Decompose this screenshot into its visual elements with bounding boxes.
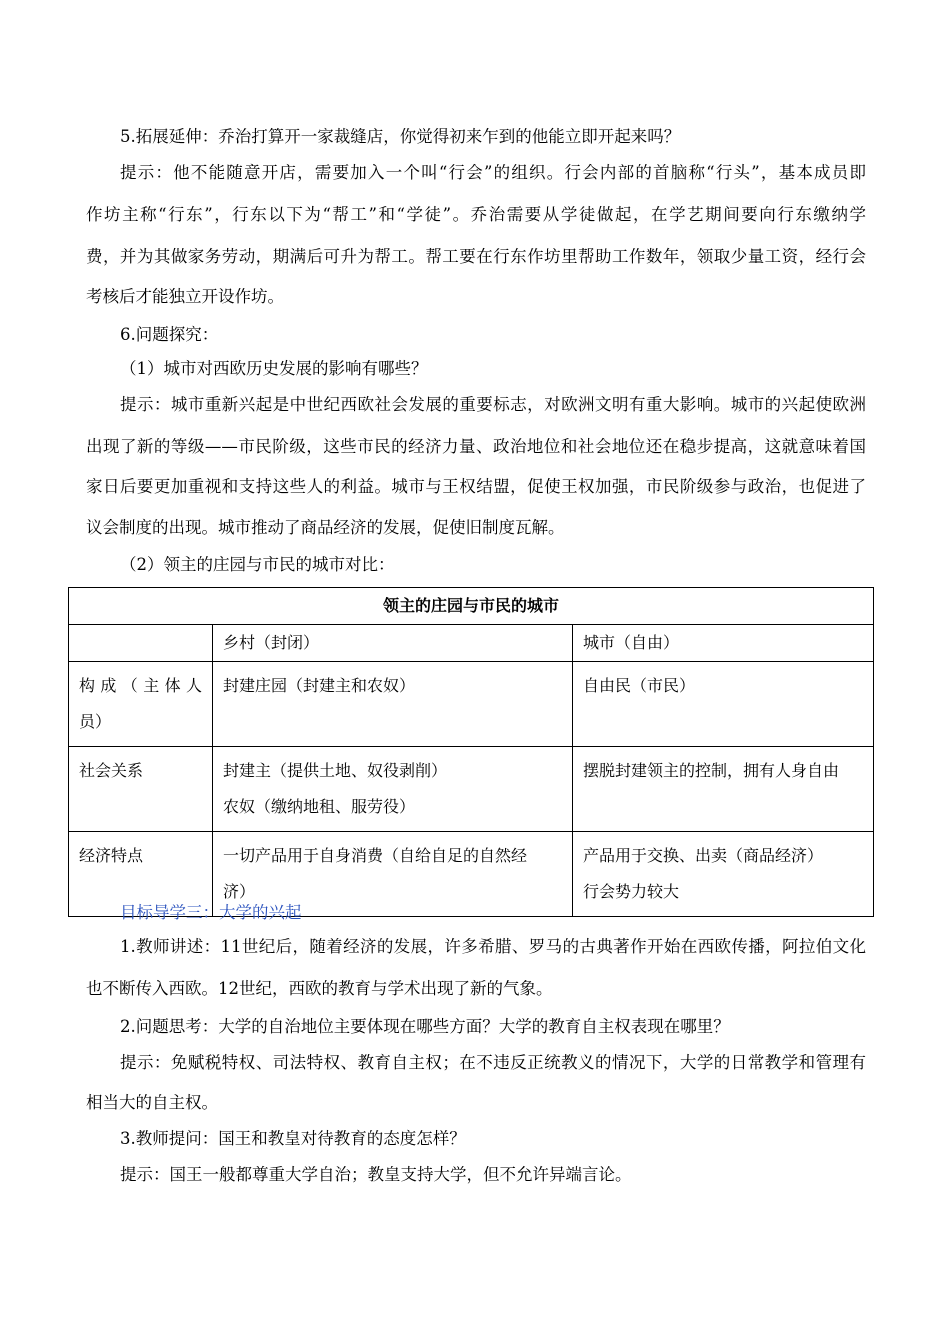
paragraph-lecture-line2: 也不断传入西欧。12世纪，西欧的教育与学术出现了新的气象。 <box>86 979 553 998</box>
paragraph-problem-inquiry: 6.问题探究： <box>120 325 219 344</box>
table-title: 领主的庄园与市民的城市 <box>69 588 874 625</box>
cell-text: 农奴（缴纳地租、服劳役） <box>223 797 416 816</box>
table-cell-village <box>213 747 573 832</box>
paragraph-lecture-line1: 1.教师讲述：11世纪后，随着经济的发展，许多希腊、罗马的古典著作开始在西欧传播，阿拉伯文化 <box>120 937 866 956</box>
cell-text: 经济特点 <box>79 846 144 865</box>
table-header-village: 乡村（封闭） <box>213 625 573 662</box>
paragraph-hint-guild-line4: 考核后才能独立开设作坊。 <box>86 287 284 306</box>
comparison-table <box>68 587 874 917</box>
paragraph-hint-city-line3: 家日后要更加重视和支持这些人的利益。城市与王权结盟，促使王权加强，市民阶级参与政治，也促进了 <box>86 477 866 496</box>
paragraph-hint-city-line4: 议会制度的出现。城市推动了商品经济的发展，促使旧制度瓦解。 <box>86 518 565 537</box>
cell-text: 摆脱封建领主的控制，拥有人身自由 <box>583 761 840 780</box>
table-cell-village <box>213 662 573 747</box>
table-cell-label <box>69 662 213 747</box>
paragraph-hint-autonomy-line1: 提示：免赋税特权、司法特权、教育自主权；在不违反正统教义的情况下，大学的日常教学和管理有 <box>120 1053 866 1072</box>
table-title-row <box>69 588 874 625</box>
cell-text: 构 成 （ 主 体 人 <box>79 676 202 695</box>
paragraph-teacher-question: 3.教师提问：国王和教皇对待教育的态度怎样？ <box>120 1129 466 1148</box>
cell-text: 自由民（市民） <box>583 676 696 695</box>
paragraph-hint-attitude: 提示：国王一般都尊重大学自治；教皇支持大学，但不允许异端言论。 <box>120 1165 632 1184</box>
paragraph-question-2: （2）领主的庄园与市民的城市对比： <box>120 555 395 574</box>
paragraph-hint-city-line2: 出现了新的等级——市民阶级，这些市民的经济力量、政治地位和社会地位还在稳步提高，这就意味着国 <box>86 437 866 456</box>
table-cell-label <box>69 747 213 832</box>
table-row <box>69 662 874 747</box>
cell-text: 封建主（提供土地、奴役剥削） <box>223 761 448 780</box>
cell-text: 封建庄园（封建主和农奴） <box>223 676 416 695</box>
paragraph-question-1: （1）城市对西欧历史发展的影响有哪些？ <box>120 359 428 378</box>
table-cell-city <box>573 747 874 832</box>
table-header-row <box>69 625 874 662</box>
table-row <box>69 747 874 832</box>
paragraph-hint-guild-line2: 作坊主称“行东”，行东以下为“帮工”和“学徒”。乔治需要从学徒做起，在学艺期间要向行东缴纳学 <box>86 205 866 224</box>
cell-text: 行会势力较大 <box>583 882 680 901</box>
paragraph-hint-guild-line1: 提示：他不能随意开店，需要加入一个叫“行会”的组织。行会内部的首脑称“行头”，基本成员即 <box>120 163 866 182</box>
table-cell-city <box>573 662 874 747</box>
table-header-city: 城市（自由） <box>573 625 874 662</box>
cell-text: 社会关系 <box>79 761 144 780</box>
cell-text: 一切产品用于自身消费（自给自足的自然经 <box>223 846 528 865</box>
paragraph-hint-city-line1: 提示：城市重新兴起是中世纪西欧社会发展的重要标志，对欧洲文明有重大影响。城市的兴起使欧洲 <box>120 395 866 414</box>
paragraph-hint-autonomy-line2: 相当大的自主权。 <box>86 1093 218 1112</box>
cell-text: 员） <box>79 712 112 731</box>
paragraph-extension-question: 5.拓展延伸：乔治打算开一家裁缝店，你觉得初来乍到的他能立即开起来吗？ <box>120 127 681 146</box>
cell-text: 产品用于交换、出卖（商品经济） <box>583 846 824 865</box>
cell-text: 济） <box>223 882 256 901</box>
section-heading: 目标导学三：大学的兴起 <box>120 903 302 922</box>
paragraph-hint-guild-line3: 费，并为其做家务劳动，期满后可升为帮工。帮工要在行东作坊里帮助工作数年，领取少量工资，经行会 <box>86 247 866 266</box>
table-header-empty <box>69 625 213 662</box>
paragraph-think-question: 2.问题思考：大学的自治地位主要体现在哪些方面？大学的教育自主权表现在哪里？ <box>120 1017 730 1036</box>
